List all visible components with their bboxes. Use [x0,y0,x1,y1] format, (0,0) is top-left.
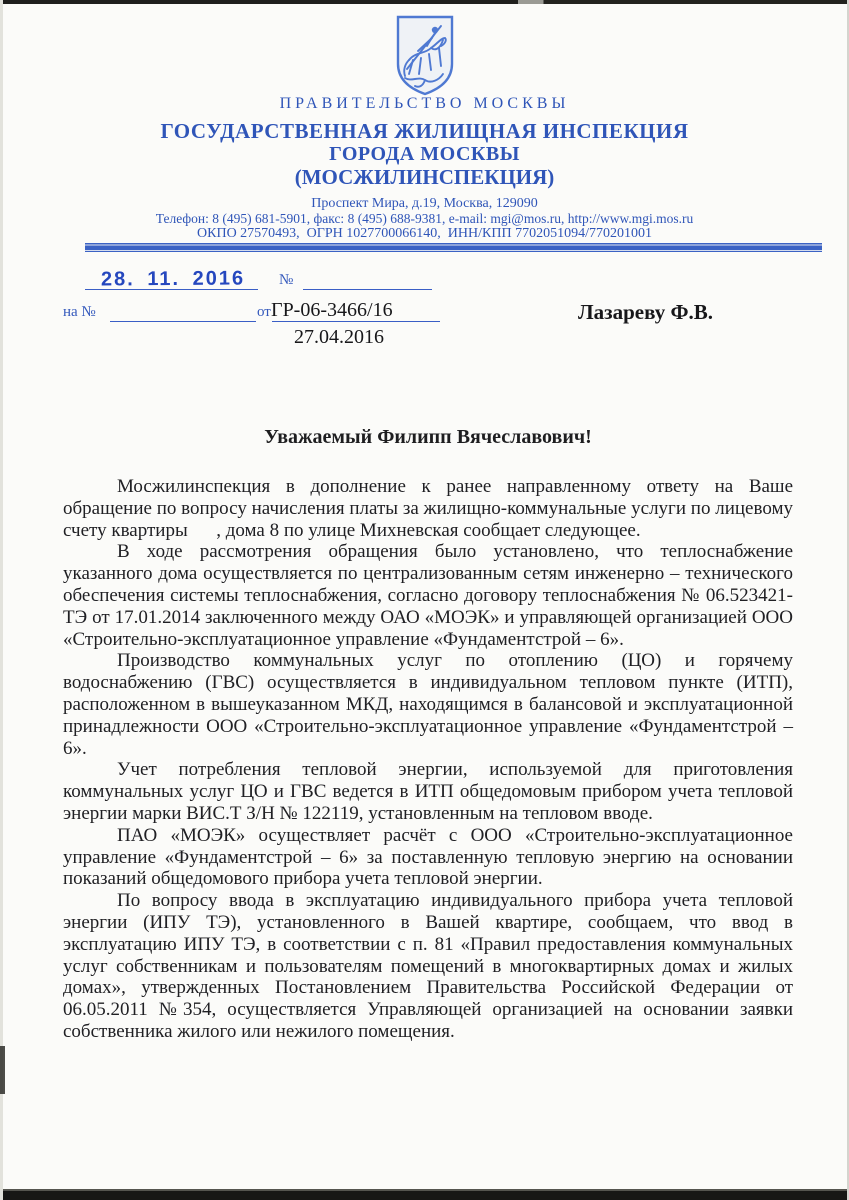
incoming-date-stamp: 28. 11. 2016 [100,267,246,291]
reference-date: 27.04.2016 [294,326,384,348]
body-paragraph: ПАО «МОЭК» осуществляет расчёт с ООО «Строительно-эксплуатационное управление «Фундаментстрой – 6» за поставленную тепловую энергию на основании показаний общедомового прибора учета тепловой энергии. [63,824,793,890]
body-paragraph: Мосжилинспекция в дополнение к ранее направленному ответу на Ваше обращение по вопросу начисления платы за жилищно-коммунальные услуги по лицевому счету квартиры , дома 8 по улице Михневская сообщает следующее. [63,476,793,541]
reply-number-underline [110,321,256,322]
reply-to-number-label: на № [63,304,96,320]
body-paragraph: В ходе рассмотрения обращения было установлено, что теплоснабжение указанного дома осуществляется по централизованным сетям инженерно – технического обеспечения системы теплоснабжения, согласно договору теплоснабжения № 06.523421-ТЭ от 17.01.2014 заключенного между ОАО «МОЭК» и управляющей организацией ООО «Строительно-эксплуатационное управление «Фундаментстрой – 6». [63,541,793,650]
body-paragraph: Учет потребления тепловой энергии, используемой для приготовления коммунальных услуг ЦО и ГВС ведется в ИТП общедомовым прибором учета тепловой энергии марки ВИС.Т З/Н № 122119, установленным на тепловом вводе. [63,759,793,824]
moscow-coat-of-arms-icon [394,15,456,102]
government-title: ПРАВИТЕЛЬСТВО МОСКВЫ [279,95,570,112]
reference-number: ГР-06-3466/16 [271,299,393,321]
from-date-label: от [257,304,271,320]
reference-underline [272,321,440,322]
body-paragraph: По вопросу ввода в эксплуатацию индивидуального прибора учета тепловой энергии (ИПУ ТЭ), установленного в Вашей квартире, сообщаем, что ввод в эксплуатацию ИПУ ТЭ, в соответствии с п. 81 «Правил предоставления коммунальных услуг собственникам и пользователям помещений в многоквартирных домах и жилых домах», утвержденных Постановлением Правительства Российской Федерации от 06.05.2011 №354, осуществляется Управляющей организацией на основании заявки собственника жилого или нежилого помещения. [63,890,793,1042]
salutation: Уважаемый Филипп Вячеславович! [264,426,592,448]
number-label: № [279,272,294,288]
letterhead-divider-rule [85,243,822,252]
organization-name-line1: ГОСУДАРСТВЕННАЯ ЖИЛИЩНАЯ ИНСПЕКЦИЯ [160,119,689,143]
org-address: Проспект Мира, д.19, Москва, 129090 [311,196,538,211]
org-contacts: Телефон: 8 (495) 681-5901, факс: 8 (495) 688-9381, e-mail: mgi@mos.ru, http://www.mgi.mos.ru [155,211,694,226]
organization-name-line2: ГОРОДА МОСКВЫ [329,143,520,165]
paragraph-list [63,476,793,1043]
body-paragraph: Производство коммунальных услуг по отоплению (ЦО) и горячему водоснабжению (ГВС) осуществляется в индивидуальном тепловом пункте (ИТП), расположенном в вышеуказанном МКД, находящимся в балансовой и эксплуатационной принадлежности ООО «Строительно-эксплуатационное управление «Фундаментстрой – 6». [63,650,793,759]
organization-short-name: (МОСЖИЛИНСПЕКЦИЯ) [294,165,555,189]
scan-smudge [0,1046,5,1094]
letter-body [63,426,793,1043]
org-registration-codes: ОКПО 27570493, ОГРН 1027700066140, ИНН/КПП 7702051094/770201001 [197,226,652,241]
addressee-name: Лазареву Ф.В. [578,300,714,324]
number-underline [303,289,432,290]
scan-edge-bottom [0,1189,849,1200]
scan-edge-top [0,0,849,4]
